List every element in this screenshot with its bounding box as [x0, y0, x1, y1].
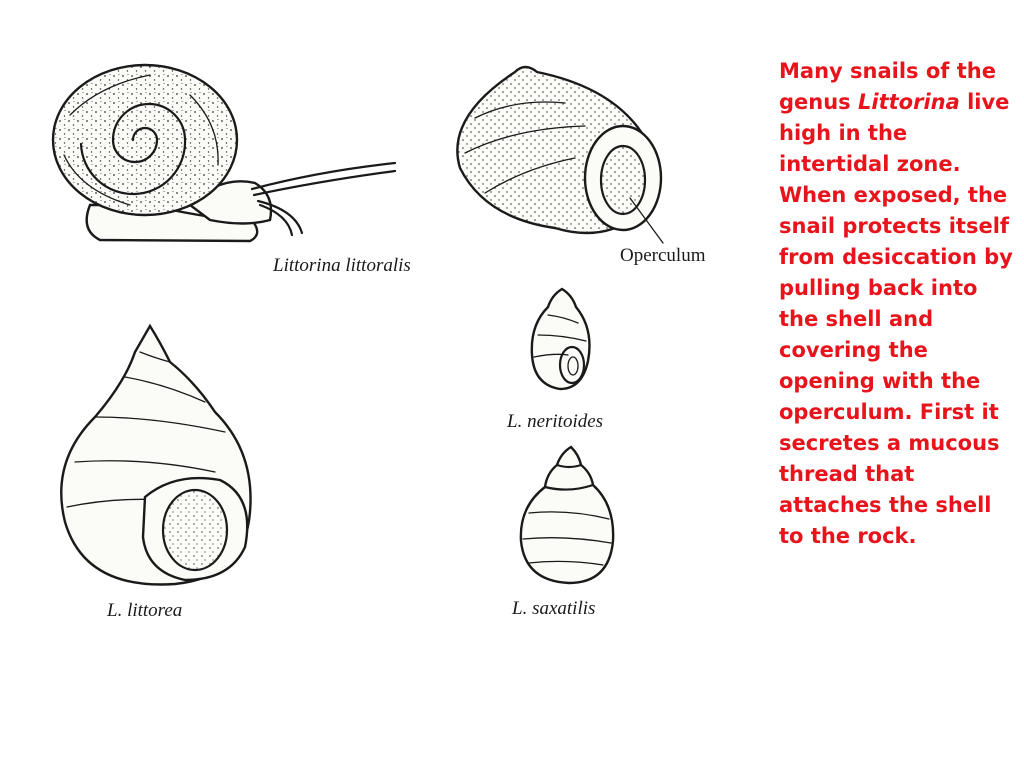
caption-littoralis: Littorina littoralis — [273, 255, 411, 276]
caption-saxatilis: L. saxatilis — [512, 598, 596, 619]
genus-name: Littorina — [858, 90, 960, 114]
operculum-snail-drawing — [445, 58, 675, 253]
saxatilis-drawing — [515, 443, 625, 588]
description-text — [779, 56, 1014, 552]
caption-littorea: L. littorea — [107, 600, 183, 621]
littorea-drawing — [55, 322, 260, 592]
operculum-label: Operculum — [620, 245, 706, 266]
description-part1: Many snails of the genus — [779, 59, 996, 114]
caption-neritoides: L. neritoides — [507, 411, 604, 432]
neritoides-drawing — [526, 285, 598, 393]
description-part2: live high in the intertidal zone. When exposed, the snail protects itself from desiccation by pulling back into the shell and covering the opening with the operculum. First it secretes a mucous thread that attaches the shell to the rock. — [779, 90, 1013, 548]
littoralis-drawing — [40, 55, 410, 255]
